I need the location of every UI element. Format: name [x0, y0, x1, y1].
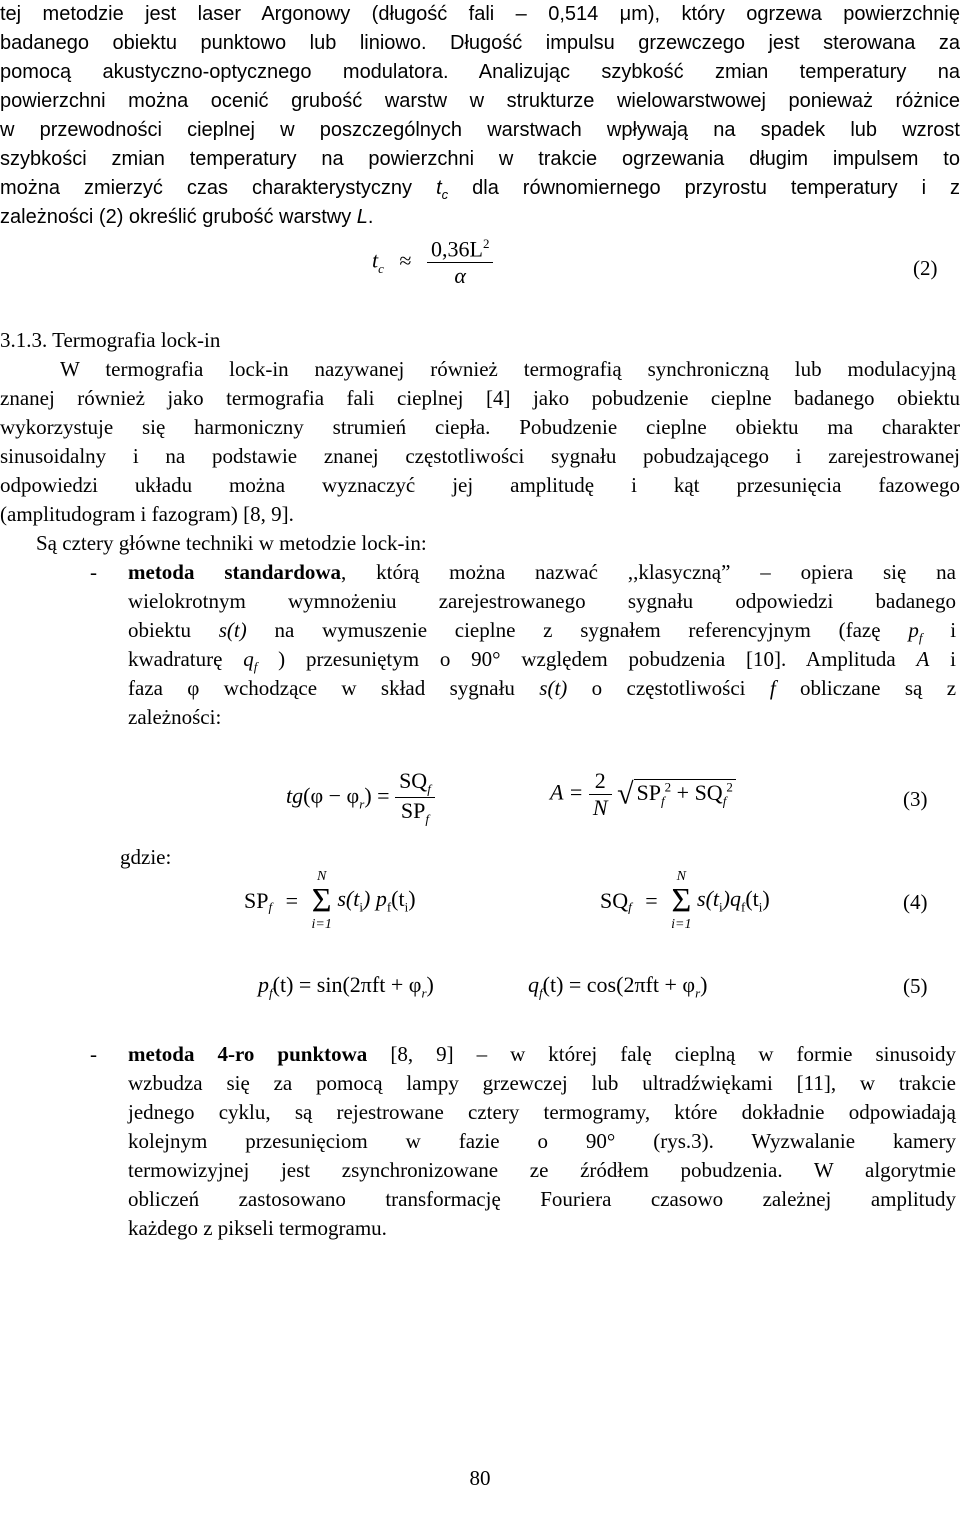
item1-line-1: metoda standardowa, którą można nazwać ,,klasyczną” – opiera się na [128, 560, 956, 584]
equation-2: $t_c$ ≈ $\frac{0,36L^2}{\alpha}$ [372, 236, 493, 289]
L-symbol: L [356, 206, 368, 228]
sqrt-icon: √ [617, 777, 634, 811]
sum-icon-2: N Σ i=1 [671, 869, 692, 932]
sum-icon: N Σ i=1 [311, 869, 332, 932]
section-line-3: wykorzystuje się harmoniczny strumień ciepła. Pobudzenie cieplne obiektu ma charakter [0, 415, 960, 439]
eq3-fraction: $\frac{SQ_f}{SP_f}$ [395, 768, 435, 828]
section-line-6: (amplitudogram i fazogram) [8, 9]. [0, 502, 294, 526]
eq5-number: (5) [903, 974, 928, 998]
section-line-2: znanej również jako termografia fali cieplnej [4] jako pobudzenie cieplne badanego obiektu [0, 386, 960, 410]
item1-line-2: wielokrotnym wymnożeniu zarejestrowanego sygnału odpowiedzi badanego [128, 589, 956, 613]
section-heading: 3.1.3. Termografia lock-in [0, 328, 221, 352]
equation-5-qf: $q_f(t) = \cos(2\pi ft + \varphi_r)$ [528, 972, 708, 1001]
item1-line-4: kwadraturę $q_f$ ) przesuniętym o 90° względem pobudzenia [10]. Amplituda A i [128, 647, 957, 675]
sqrt-content: $SP_f^2 + SQ_f^2$ [634, 779, 736, 805]
para1-line-8: zależności (2) określić grubość warstwy L. [0, 206, 374, 228]
item2-line-3: jednego cyklu, są rejestrowane cztery termogramy, które dokładnie odpowiadają [128, 1100, 956, 1124]
section-line-4: sinusoidalny i na podstawie znanej częstotliwości sygnału pobudzającego i zarejestrowanej [0, 444, 960, 468]
section-line-7: Są cztery główne techniki w metodzie lock-in: [36, 531, 427, 555]
para1-line-7a: można zmierzyć czas charakterystyczny [0, 177, 413, 199]
eq2-number: (2) [913, 256, 938, 280]
section-line-1: W termografia lock-in nazywanej również termografią synchroniczną lub modulacyjną [60, 357, 956, 381]
eq2-fraction: $\frac{0,36L^2}{\alpha}$ [427, 236, 493, 289]
item2-dash: - [90, 1042, 97, 1066]
para1-line-1: tej metodzie jest laser Argonowy (długość fali – 0,514 μm), który ogrzewa powierzchnię [0, 3, 960, 25]
equation-3-amplitude: A = $\frac{2}{N}$ √ $SP_f^2 + SQ_f^2$ [550, 768, 736, 821]
item2-line-4: kolejnym przesunięciom w fazie o 90° (rys.3). Wyzwalanie kamery [128, 1129, 956, 1153]
equation-3-phase: $tg(\varphi - \varphi_r)$ = $\frac{SQ_f}{SP_f}$ [286, 768, 435, 828]
eq4-number: (4) [903, 890, 928, 914]
item2-line-6: obliczeń zastosowano transformację Fouriera czasowo zależnej amplitudy [128, 1187, 956, 1211]
gdzie-label: gdzie: [120, 845, 172, 869]
para1-line-5: w przewodności cieplnej w poszczególnych warstwach wpływają na spadek lub wzrost [0, 119, 960, 141]
eq3-amp-fraction: $\frac{2}{N}$ [589, 768, 612, 821]
item1-line-5: faza φ wchodzące w skład sygnału s(t) o częstotliwości f obliczane są z [128, 676, 957, 700]
para1-line-4: powierzchni można ocenić grubość warstw w strukturze wielowarstwowej ponieważ różnice [0, 90, 960, 112]
equation-4-sqf: $SQ_f$ = N Σ i=1 $s(t_i)q_f(t_i)$ [600, 869, 770, 932]
para1-line-3: pomocą akustyczno-optycznego modulatora. Analizując szybkość zmian temperatury na [0, 61, 960, 83]
item2-line-1: metoda 4-ro punktowa [8, 9] – w której falę cieplną w formie sinusoidy [128, 1042, 957, 1066]
para1-line-2: badanego obiektu punktowo lub liniowo. Długość impulsu grzewczego jest sterowana za [0, 32, 960, 54]
para1-line-6: szybkości zmian temperatury na powierzchni w trakcie ogrzewania długim impulsem to [0, 148, 960, 170]
page-number: 80 [469, 1466, 491, 1490]
item1-dash: - [90, 560, 97, 584]
section-line-5: odpowiedzi układu można wyznaczyć jej amplitudę i kąt przesunięcia fazowego [0, 473, 960, 497]
para1-line-7b: dla równomiernego przyrostu temperatury i z [472, 177, 960, 199]
item1-line-6: zależności: [128, 705, 222, 729]
equation-4-spf: $SP_f$ = N Σ i=1 $s(t_i)$ $p_f(t_i)$ [244, 869, 416, 932]
item2-line-7: każdego z pikseli termogramu. [128, 1216, 387, 1240]
tc-symbol: $t_c$ [436, 177, 449, 202]
equation-5-pf: $p_f(t) = \sin(2\pi ft + \varphi_r)$ [258, 972, 434, 1001]
item2-line-2: wzbudza się za pomocą lampy grzewczej lub ultradźwiękami [11], w trakcie [128, 1071, 956, 1095]
item1-line-3: obiektu s(t) na wymuszenie cieplne z sygnałem referencyjnym (fazę $p_f$ i [128, 618, 957, 646]
eq3-number: (3) [903, 787, 928, 811]
item2-line-5: termowizyjnej jest zsynchronizowane ze źródłem pobudzenia. W algorytmie [128, 1158, 956, 1182]
